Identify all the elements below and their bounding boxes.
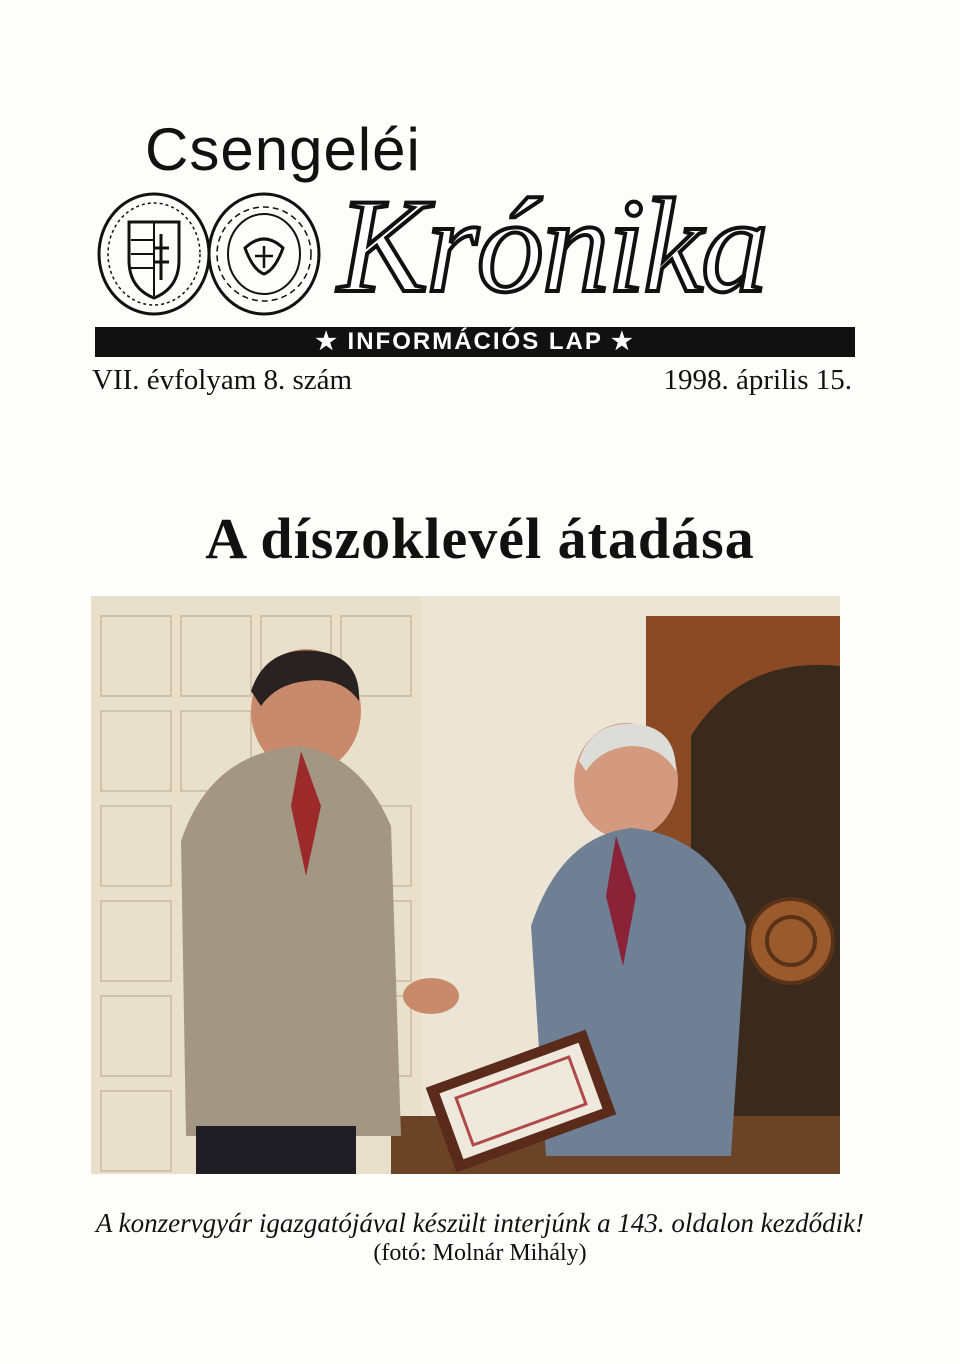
headline: A díszoklevél átadása (205, 506, 755, 571)
issue-volume: VII. évfolyam 8. szám (92, 364, 353, 396)
coin-seal-icon (205, 190, 323, 318)
coat-of-arms-seal-icon (95, 190, 213, 318)
photo-credit: (fotó: Molnár Mihály) (373, 1240, 587, 1266)
masthead-banner-text: ★ INFORMÁCIÓS LAP ★ (315, 328, 635, 355)
masthead (95, 95, 855, 395)
issue-date: 1998. április 15. (663, 364, 852, 396)
masthead-banner (95, 327, 855, 357)
masthead-title-big: Krónika (338, 172, 767, 321)
photo-illustration (91, 596, 840, 1174)
handshake-photo (91, 596, 840, 1174)
photo-caption: A konzervgyár igazgatójával készült interjúnk a 143. oldalon kezdődik! (95, 1208, 865, 1238)
masthead-title-big-wrap (330, 165, 850, 330)
masthead-title-top: Csengeléi (145, 116, 421, 183)
